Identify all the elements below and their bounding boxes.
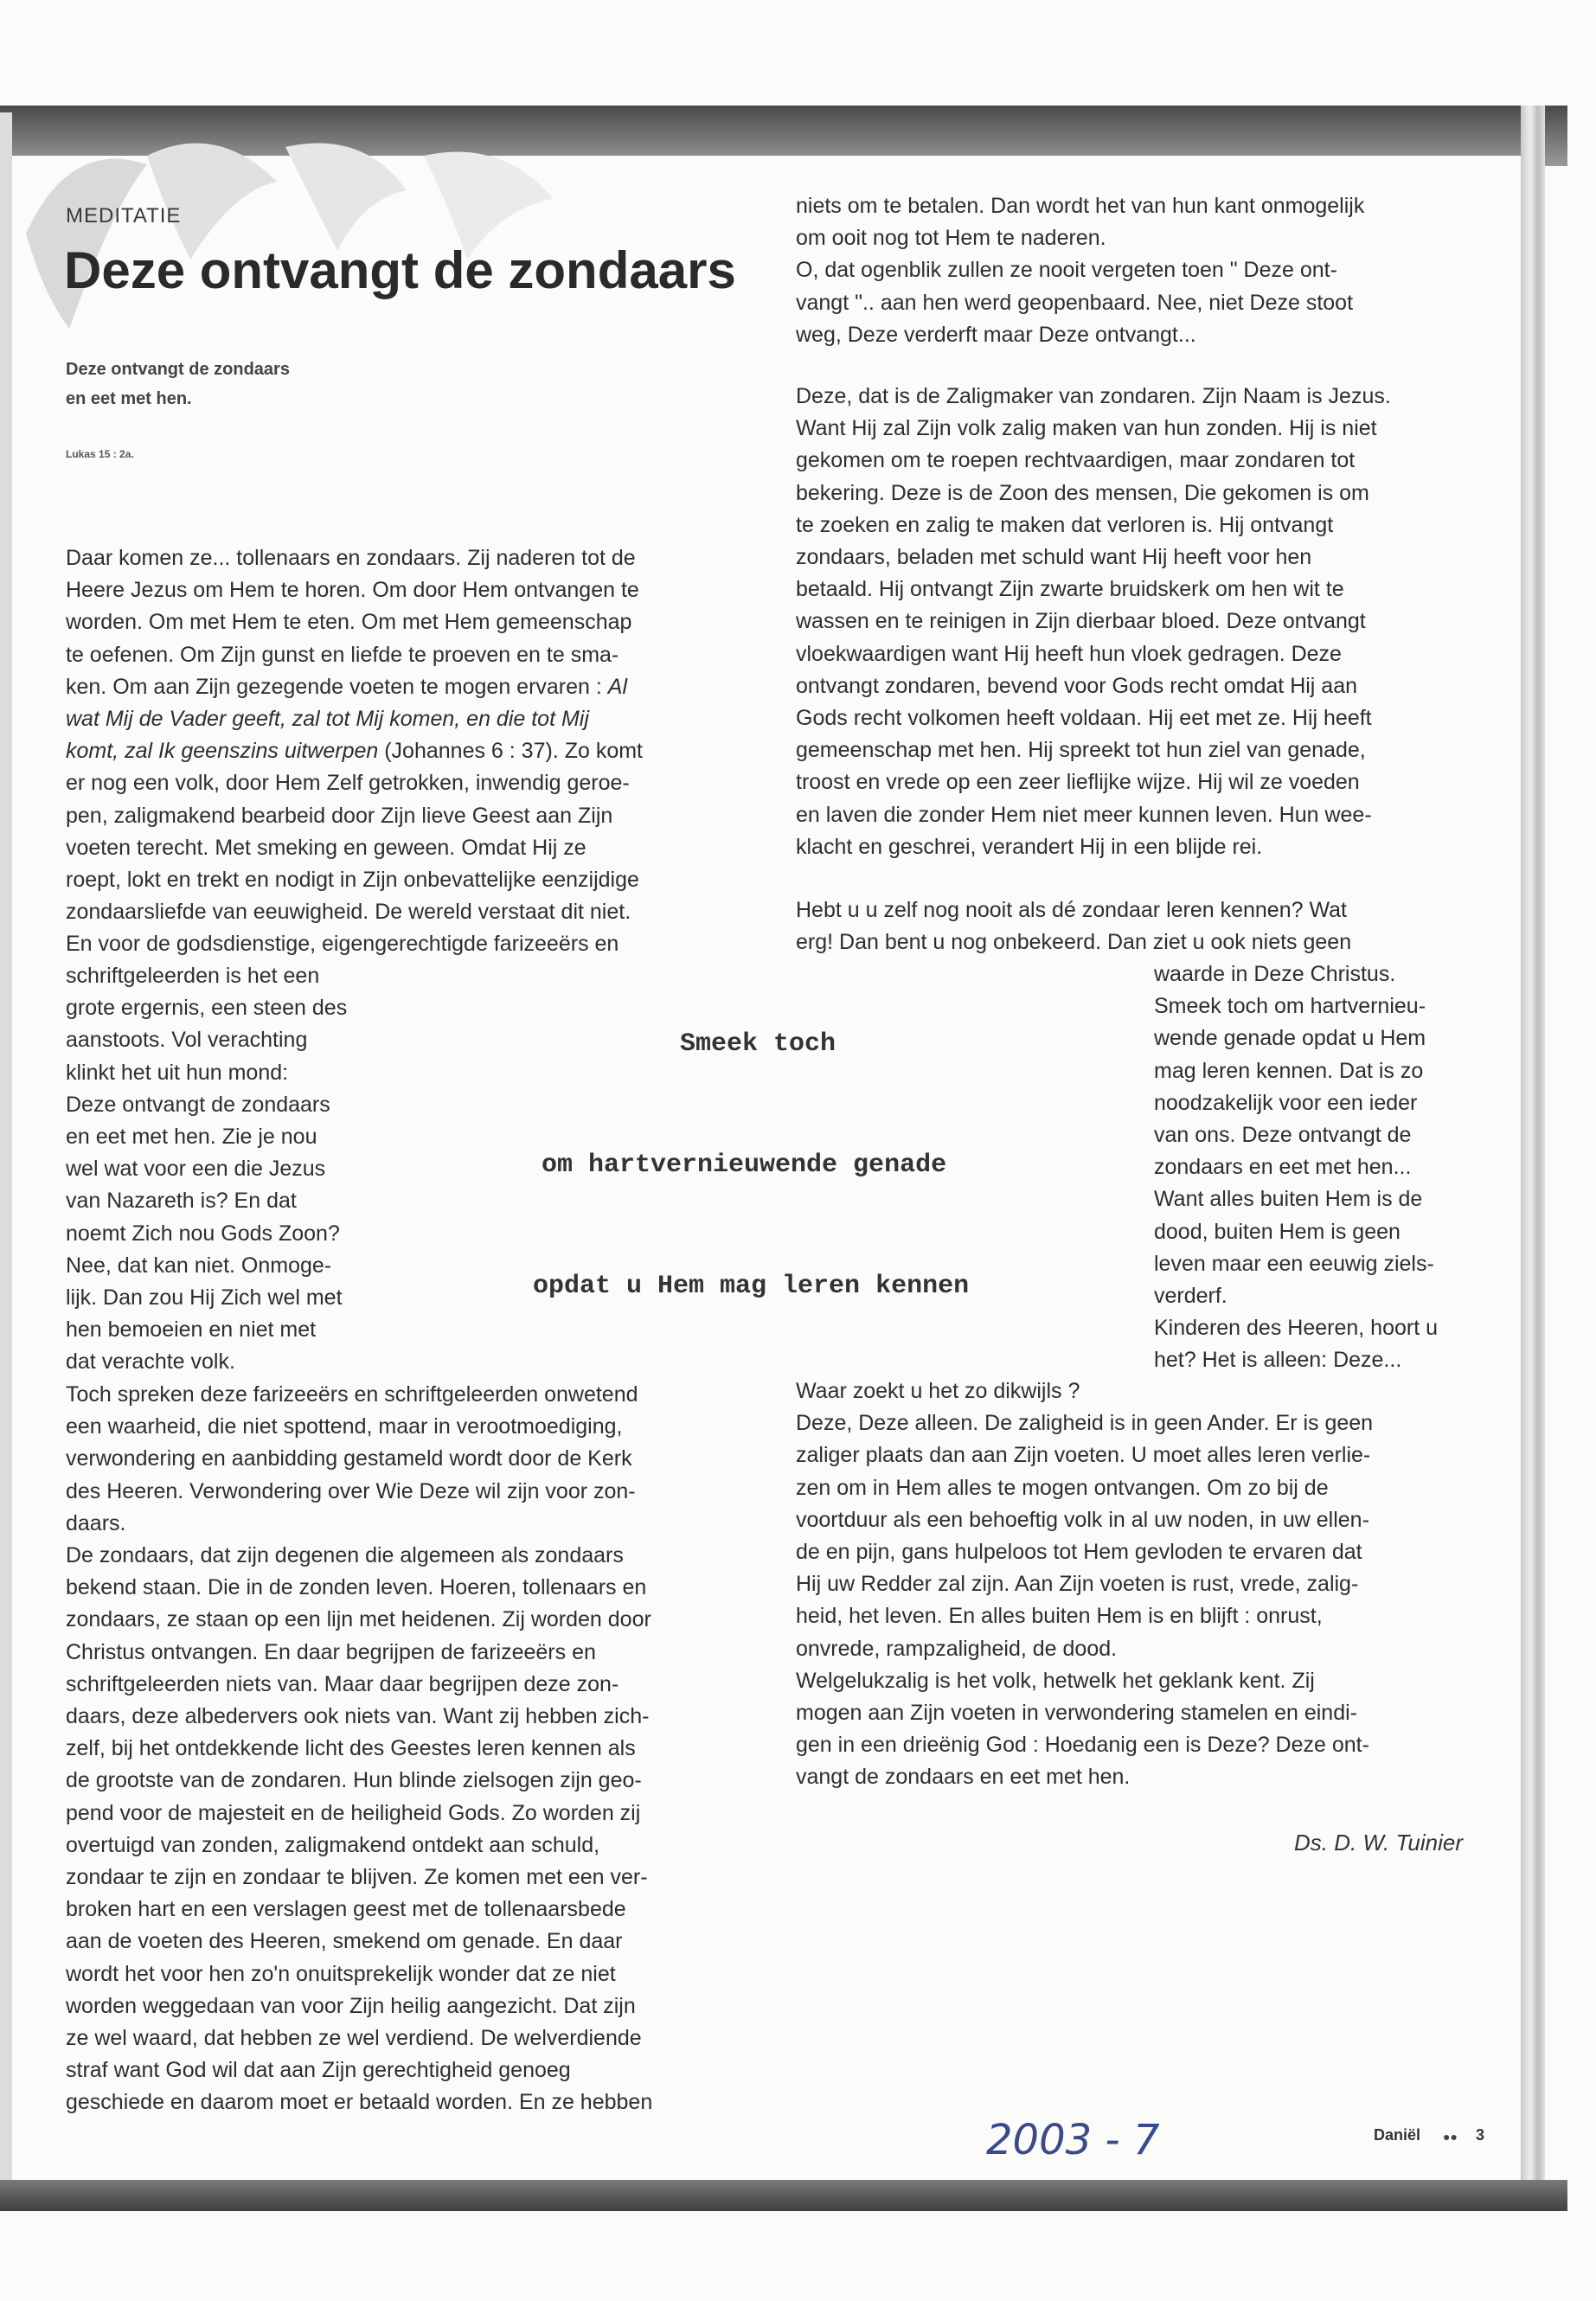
text-line: van ons. Deze ontvangt de <box>1154 1123 1412 1148</box>
text-line: heid, het leven. En alles buiten Hem is en blijft : onrust, <box>796 1604 1323 1629</box>
right-paragraph-4 <box>796 1375 1373 1794</box>
text-line: Toch spreken deze farizeeërs en schriftgeleerden onwetend <box>66 1382 638 1407</box>
author-signature: Ds. D. W. Tuinier <box>1294 1830 1464 1856</box>
text-line: vangt de zondaars en eet met hen. <box>796 1765 1131 1790</box>
text-line: de en pijn, gans hulpeloos tot Hem gevloden te ervaren dat <box>796 1540 1362 1565</box>
scripture-quote: komt, zal Ik geenszins uitwerpen <box>66 739 379 764</box>
right-paragraph-2 <box>796 381 1391 863</box>
text-line: Want alles buiten Hem is de <box>1154 1187 1423 1212</box>
text-line: zondaar te zijn en zondaar te blijven. Ze komen met een ver- <box>66 1865 648 1890</box>
text-line: te oefenen. Om Zijn gunst en liefde te proeven en te sma- <box>66 642 619 667</box>
text-line: Waar zoekt u het zo dikwijls ? <box>796 1379 1080 1403</box>
text-line: Kinderen des Heeren, hoort u <box>1154 1316 1438 1341</box>
text-line: om ooit nog tot Hem te naderen. <box>796 226 1106 251</box>
text-line: Want Hij zal Zijn volk zalig maken van hun zonden. Hij is niet <box>796 416 1377 441</box>
text-line: mogen aan Zijn voeten in verwondering stamelen en eindi- <box>796 1701 1357 1726</box>
text-line: wende genade opdat u Hem <box>1154 1026 1426 1051</box>
text-line <box>66 671 643 703</box>
text-line: Deze ontvangt de zondaars <box>66 1092 330 1117</box>
verse-line: en eet met hen. <box>66 389 192 408</box>
text-line: ontvangt zondaren, bevend voor Gods recht omdat Hij aan <box>796 673 1358 698</box>
text-line: wel wat voor een die Jezus <box>66 1157 326 1182</box>
text-line: Heere Jezus om Hem te horen. Om door Hem ontvangen te <box>66 578 639 603</box>
handwritten-date <box>986 2109 1220 2170</box>
text-line: vloekwaardigen want Hij heeft hun vloek gedragen. Deze <box>796 641 1342 666</box>
text-line: daars. <box>66 1510 126 1535</box>
text-line: pend voor de majesteit en de heiligheid Gods. Zo worden zij <box>66 1800 641 1825</box>
scripture-quote-line: wat Mij de Vader geeft, zal tot Mij komen, en die tot Mij <box>66 707 589 732</box>
text-line: mag leren kennen. Dat is zo <box>1154 1058 1424 1083</box>
text-line: weg, Deze verderft maar Deze ontvangt... <box>796 322 1196 347</box>
scan-left-edge <box>0 112 12 2206</box>
text-line: zondaars, beladen met schuld want Hij heeft voor hen <box>796 545 1312 570</box>
text-line: leven maar een eeuwig ziels- <box>1154 1251 1434 1276</box>
pullquote-line-3: opdat u Hem mag leren kennen <box>533 1272 970 1301</box>
text-line: verwondering en aanbidding gestameld wordt door de Kerk <box>66 1446 632 1471</box>
text-line: daars, deze albedervers ook niets van. Want zij hebben zich- <box>66 1704 650 1729</box>
section-kicker: MEDITATIE <box>66 204 182 228</box>
text-line: de grootste van de zondaren. Hun blinde zielsogen zijn geo- <box>66 1768 642 1793</box>
verse-reference: Lukas 15 : 2a. <box>66 448 134 460</box>
text-line: betaald. Hij ontvangt Zijn zwarte bruidskerk om hen wit te <box>796 577 1344 602</box>
text-line: Nee, dat kan niet. Onmoge- <box>66 1253 332 1278</box>
folio-ornament-icon: ●● <box>1443 2130 1458 2144</box>
text-line: Gods recht volkomen heeft voldaan. Hij eet met ze. Hij heeft <box>796 706 1372 731</box>
text-line: verderf. <box>1154 1284 1227 1309</box>
text-line: zondaars, ze staan op een lijn met heidenen. Zij worden door <box>66 1607 651 1632</box>
text-line: dood, buiten Hem is geen <box>1154 1219 1401 1244</box>
scan-right-edge <box>1521 106 1545 2190</box>
text-line: grote ergernis, een steen des <box>66 996 348 1021</box>
text-line: een waarheid, die niet spottend, maar in verootmoediging, <box>66 1414 623 1439</box>
text-line: van Nazareth is? En dat <box>66 1189 297 1214</box>
text-line: gekomen om te roepen rechtvaardigen, maar zondaren tot <box>796 448 1356 473</box>
publication-name: Daniël <box>1374 2126 1421 2144</box>
text-line: er nog een volk, door Hem Zelf getrokken, inwendig geroe- <box>66 771 630 796</box>
left-paragraph-1 <box>66 542 643 961</box>
text-line: des Heeren. Verwondering over Wie Deze wil zijn voor zon- <box>66 1478 636 1503</box>
text-line: bekend staan. Die in de zonden leven. Hoeren, tollenaars en <box>66 1575 647 1600</box>
text-line: broken hart en een verslagen geest met de tollenaarsbede <box>66 1897 626 1922</box>
text-line: noemt Zich nou Gods Zoon? <box>66 1221 340 1246</box>
text-line: klacht en geschrei, verandert Hij in een blijde rei. <box>796 834 1263 859</box>
text-line: worden weggedaan van voor Zijn heilig aangezicht. Dat zijn <box>66 1993 636 2018</box>
text-fragment: ken. Om aan Zijn gezegende voeten te mogen ervaren : <box>66 674 602 699</box>
text-line: hen bemoeien en niet met <box>66 1317 317 1343</box>
left-paragraph-3 <box>66 1540 652 2119</box>
text-line: worden. Om met Hem te eten. Om met Hem gemeenschap <box>66 610 632 635</box>
text-line: zondaarsliefde van eeuwigheid. De wereld verstaat dit niet. <box>66 900 631 925</box>
text-line: klinkt het uit hun mond: <box>66 1060 289 1085</box>
text-line: bekering. Deze is de Zoon des mensen, Die gekomen is om <box>796 480 1369 505</box>
pullquote-line-2: om hartvernieuwende genade <box>542 1150 947 1180</box>
decorative-swirl <box>17 130 571 346</box>
text-line: lijk. Dan zou Hij Zich wel met <box>66 1285 343 1311</box>
text-line: ze wel waard, dat hebben ze wel verdiend. De welverdiende <box>66 2026 642 2051</box>
text-line: dat verachte volk. <box>66 1349 235 1375</box>
text-line: Welgelukzalig is het volk, hetwelk het geklank kent. Zij <box>796 1668 1315 1693</box>
text-line: straf want God wil dat aan Zijn gerechtigheid genoeg <box>66 2058 571 2083</box>
text-line: troost en vrede op een zeer lieflijke wijze. Hij wil ze voeden <box>796 770 1360 795</box>
handwritten-date-text: 2003 - 7 <box>986 2116 1160 2164</box>
right-wrap-text <box>1154 958 1438 1377</box>
text-line: en laven die zonder Hem niet meer kunnen leven. Hun wee- <box>796 802 1372 827</box>
text-line: Smeek toch om hartvernieu- <box>1154 994 1426 1019</box>
text-line: gen in een drieënig God : Hoedanig een is Deze? Deze ont- <box>796 1733 1369 1758</box>
text-line: zelf, bij het ontdekkende licht des Geestes leren kennen als <box>66 1736 636 1761</box>
text-line: wordt het voor hen zo'n onuitsprekelijk wonder dat ze niet <box>66 1961 616 1986</box>
text-line: en eet met hen. Zie je nou <box>66 1125 317 1150</box>
page-number: 3 <box>1476 2126 1485 2144</box>
text-line: aan de voeten des Heeren, smekend om genade. En daar <box>66 1929 623 1954</box>
right-paragraph-1 <box>796 190 1364 351</box>
left-paragraph-2 <box>66 1379 638 1540</box>
text-line: erg! Dan bent u nog onbekeerd. Dan ziet u ook niets geen <box>796 930 1352 955</box>
text-line: niets om te betalen. Dan wordt het van hun kant onmogelijk <box>796 194 1365 218</box>
text-line: zondaars en eet met hen... <box>1154 1155 1412 1180</box>
text-line: overtuigd van zonden, zaligmakend ontdekt aan schuld, <box>66 1832 600 1857</box>
scripture-quote: Al <box>607 674 628 699</box>
left-wrap-text <box>66 960 347 1379</box>
text-line: gemeenschap met hen. Hij spreekt tot hun ziel van genade, <box>796 738 1366 763</box>
text-line: De zondaars, dat zijn degenen die algemeen als zondaars <box>66 1543 624 1567</box>
right-paragraph-3 <box>796 894 1351 958</box>
article-title: Deze ontvangt de zondaars <box>64 241 736 299</box>
pullquote-line-1: Smeek toch <box>680 1029 836 1059</box>
text-line: Deze, Deze alleen. De zaligheid is in geen Ander. Er is geen <box>796 1411 1374 1436</box>
text-line: Deze, dat is de Zaligmaker van zondaren. Zijn Naam is Jezus. <box>796 384 1391 408</box>
text-line: geschiede en daarom moet er betaald worden. En ze hebben <box>66 2090 653 2115</box>
verse-line: Deze ontvangt de zondaars <box>66 360 290 379</box>
scripture-ref: (Johannes 6 : 37). Zo komt <box>384 739 643 764</box>
text-line: schriftgeleerden is het een <box>66 964 320 988</box>
verse-quote <box>66 355 290 413</box>
text-line: onvrede, rampzaligheid, de dood. <box>796 1636 1118 1661</box>
text-line: aanstoots. Vol verachting <box>66 1028 308 1053</box>
text-line: schriftgeleerden niets van. Maar daar begrijpen deze zon- <box>66 1671 619 1696</box>
text-line: roept, lokt en trekt en nodigt in Zijn onbevattelijke eenzijdige <box>66 868 639 893</box>
text-line: waarde in Deze Christus. <box>1154 962 1396 986</box>
text-line <box>66 735 643 767</box>
text-line: wassen en te reinigen in Zijn dierbaar bloed. Deze ontvangt <box>796 609 1366 634</box>
text-line: Christus ontvangen. En daar begrijpen de farizeeërs en <box>66 1639 596 1664</box>
scan-bottom-edge <box>0 2180 1567 2211</box>
text-line: Daar komen ze... tollenaars en zondaars. Zij naderen tot de <box>66 546 636 570</box>
text-line: voortduur als een behoeftig volk in al uw noden, in uw ellen- <box>796 1507 1369 1532</box>
text-line: zaliger plaats dan aan Zijn voeten. U moet alles leren verlie- <box>796 1443 1371 1468</box>
text-line: En voor de godsdienstige, eigengerechtigde farizeeërs en <box>66 932 619 957</box>
text-line: te zoeken en zalig te maken dat verloren is. Hij ontvangt <box>796 512 1334 537</box>
text-line: Hebt u u zelf nog nooit als dé zondaar leren kennen? Wat <box>796 898 1347 922</box>
text-line: O, dat ogenblik zullen ze nooit vergeten toen " Deze ont- <box>796 258 1337 283</box>
text-line: het? Het is alleen: Deze... <box>1154 1348 1402 1373</box>
text-line: zen om in Hem alles te mogen ontvangen. Om zo bij de <box>796 1475 1329 1500</box>
text-line: voeten terecht. Met smeking en geween. Omdat Hij ze <box>66 835 586 860</box>
text-line: Hij uw Redder zal zijn. Aan Zijn voeten is rust, vrede, zalig- <box>796 1572 1359 1597</box>
text-line: pen, zaligmakend bearbeid door Zijn lieve Geest aan Zijn <box>66 803 613 828</box>
text-line: noodzakelijk voor een ieder <box>1154 1090 1418 1115</box>
text-line: vangt ".. aan hen werd geopenbaard. Nee, niet Deze stoot <box>796 290 1354 315</box>
